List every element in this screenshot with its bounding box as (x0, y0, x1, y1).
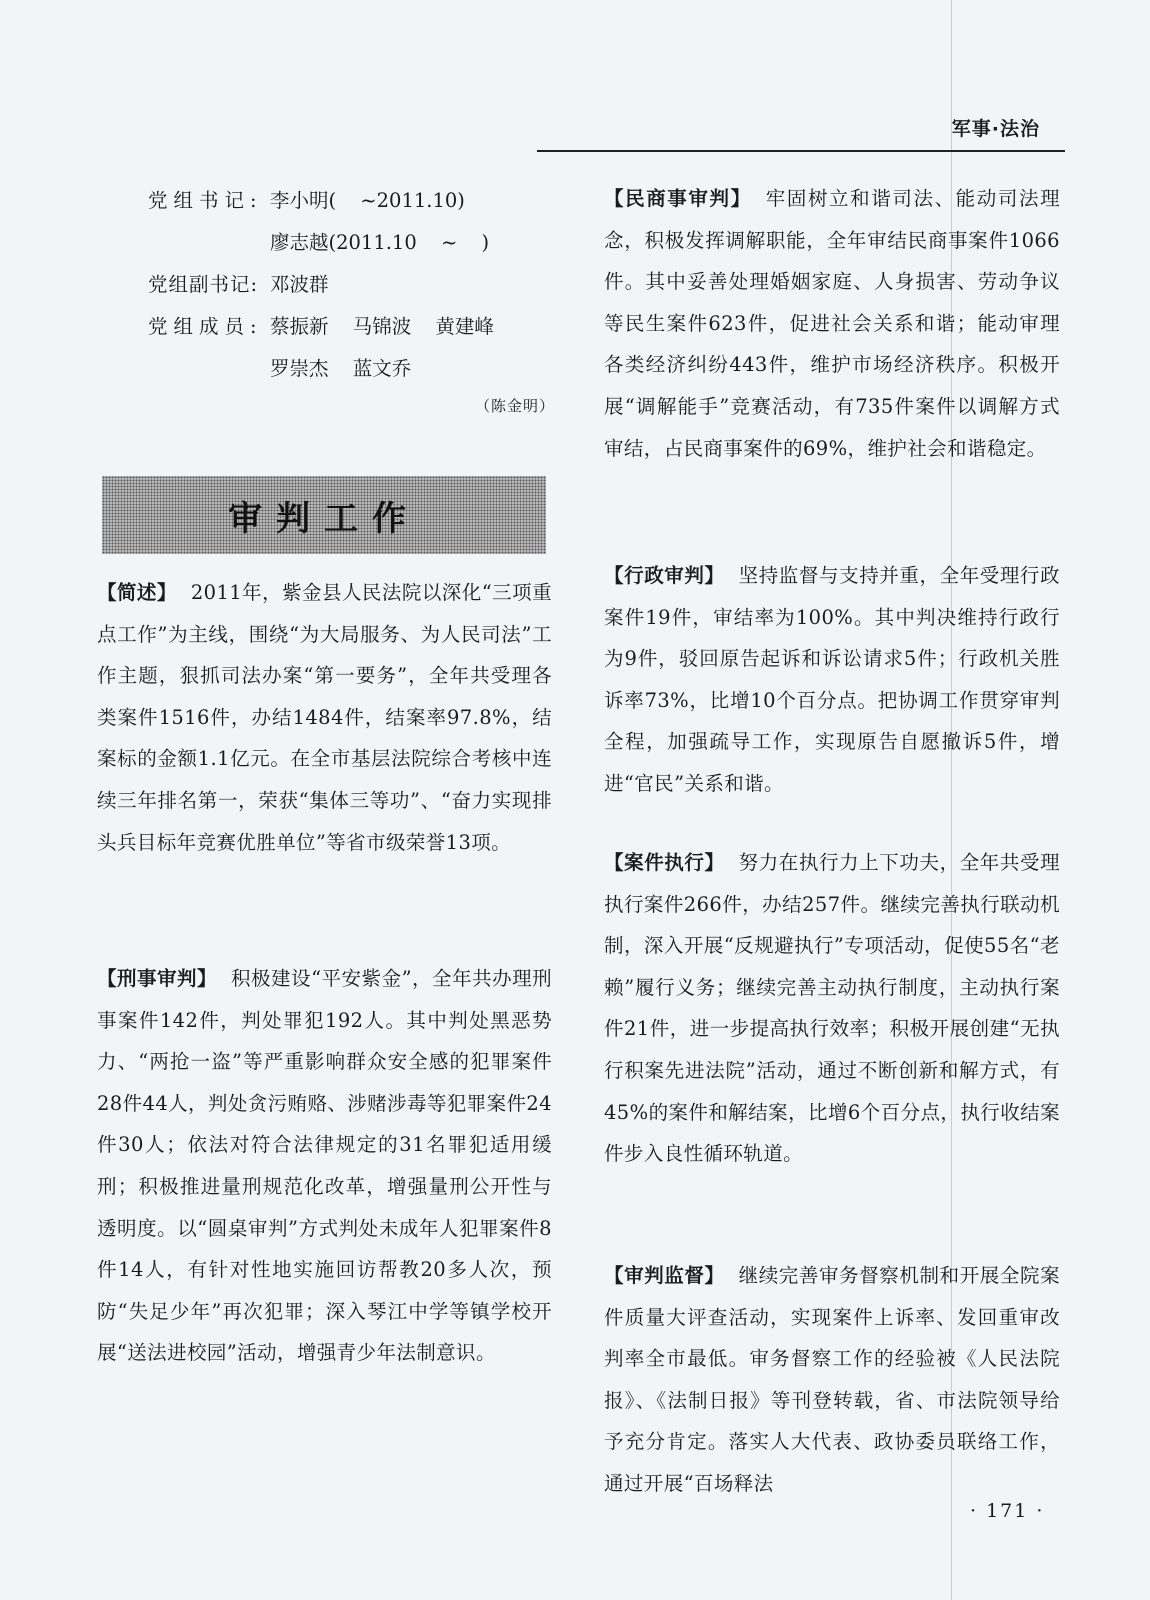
leader-names: 蔡振新 马锦波 黄建峰 (270, 315, 494, 338)
paragraph-summary (97, 572, 552, 863)
author-credit: （陈金明） (474, 397, 555, 415)
paragraph-administrative-trial (604, 555, 1060, 805)
paragraph-text: 积极建设“平安紫金”，全年共办理刑事案件142件，判处罪犯192人。其中判处黑恶势力、“两抢一盗”等严重影响群众安全感的犯罪案件28件44人，判处贪污贿赂、涉赌涉毒等犯罪案件24件30人；依法对符合法律规定的31名罪犯适用缓刑；积极推进量刑规范化改革，增强量刑公开性与透明度。以“圆桌审判”方式判处未成年人犯罪案件8件14人，有针对性地实施回访帮教20多人次，预防“失足少年”再次犯罪；深入琴江中学等镇学校开展“送法进校园”活动，增强青少年法制意识。 (97, 967, 552, 1365)
paragraph-civil-trial (604, 178, 1060, 469)
leader-row (148, 222, 568, 264)
paragraph-trial-supervision (604, 1255, 1060, 1505)
leader-label: 党组副书记: (148, 273, 259, 296)
leader-row (148, 348, 568, 390)
page-number: · 171 · (970, 1500, 1045, 1522)
paragraph-text: 继续完善审务督察机制和开展全院案件质量大评查活动，实现案件上诉率、发回重审改判率全市最低。审务督察工作的经验被《人民法院报》、《法制日报》等刊登转载，省、市法院领导给予充分肯定。落实人大代表、政协委员联络工作，通过开展“百场释法 (604, 1264, 1061, 1495)
leader-names: 罗崇杰 蓝文乔 (270, 357, 412, 380)
paragraph-tag: 【审判监督】 (604, 1264, 725, 1287)
paragraph-text: 努力在执行力上下功夫，全年共受理执行案件266件，办结257件。继续完善执行联动机制，深入开展“反规避执行”专项活动，促使55名“老赖”履行义务；继续完善主动执行制度，主动执行案件21件，进一步提高执行效率；积极开展创建“无执行积案先进法院”活动，通过不断创新和解方式，有45%的案件和解结案，比增6个百分点，执行收结案件步入良性循环轨道。 (604, 851, 1061, 1166)
paragraph-text: 坚持监督与支持并重，全年受理行政案件19件，审结率为100%。其中判决维持行政行为9件，驳回原告起诉和诉讼请求5件；行政机关胜诉率73%，比增10个百分点。把协调工作贯穿审判全程，加强疏导工作，实现原告自愿撤诉5件，增进“官民”关系和谐。 (604, 564, 1061, 795)
leader-names: 李小明( ~2011.10) (270, 189, 465, 212)
section-title: 审判工作 (228, 498, 420, 539)
paragraph-case-execution (604, 842, 1060, 1175)
paragraph-tag: 【刑事审判】 (97, 967, 218, 990)
paragraph-tag: 【民商事审判】 (604, 187, 752, 210)
leader-names: 廖志越(2011.10 ~ ) (270, 231, 490, 254)
leader-label: 党组成员: (148, 315, 263, 338)
leader-row (148, 180, 568, 222)
header-rule (537, 150, 1065, 152)
paragraph-criminal-trial (97, 958, 552, 1374)
running-header: 军事·法治 (951, 118, 1040, 140)
section-title-banner (102, 476, 546, 554)
leader-label: 党组书记: (148, 189, 263, 212)
paragraph-tag: 【简述】 (97, 581, 177, 604)
leader-row (148, 264, 568, 306)
paragraph-text: 2011年，紫金县人民法院以深化“三项重点工作”为主线，围绕“为大局服务、为人民司法”工作主题，狠抓司法办案“第一要务”，全年共受理各类案件1516件，办结1484件，结案率97.8%，结案标的金额1.1亿元。在全市基层法院综合考核中连续三年排名第一，荣获“集体三等功”、“奋力实现排头兵目标年竞赛优胜单位”等省市级荣誉13项。 (97, 581, 552, 854)
paragraph-tag: 【行政审判】 (604, 564, 725, 587)
paragraph-text: 牢固树立和谐司法、能动司法理念，积极发挥调解职能，全年审结民商事案件1066件。其中妥善处理婚姻家庭、人身损害、劳动争议等民生案件623件，促进社会关系和谐；能动审理各类经济纠纷443件，维护市场经济秩序。积极开展“调解能手”竞赛活动，有735件案件以调解方式审结，占民商事案件的69%，维护社会和谐稳定。 (604, 187, 1060, 460)
leader-names: 邓波群 (270, 273, 329, 296)
paragraph-tag: 【案件执行】 (604, 851, 725, 874)
leader-row (148, 306, 568, 348)
leadership-list (148, 180, 568, 390)
